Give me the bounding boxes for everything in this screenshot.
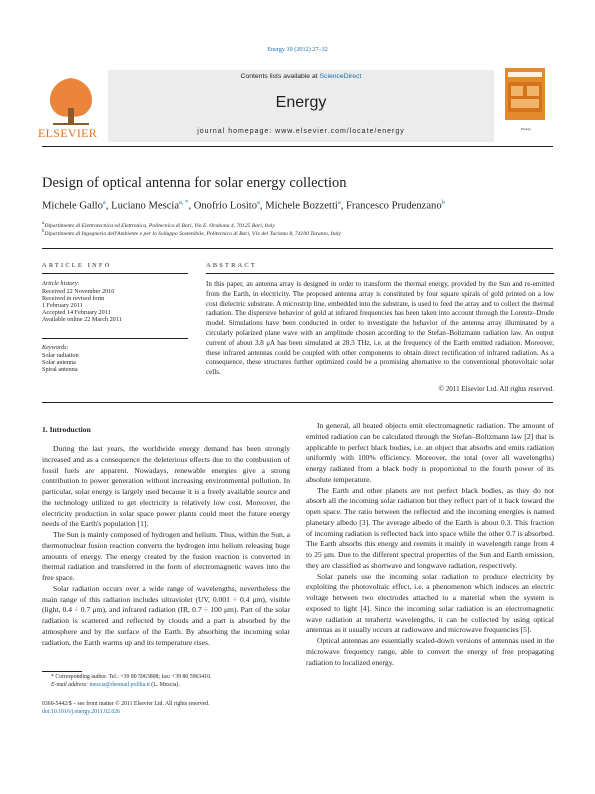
body-paragraph: Solar radiation occurs over a wide range of wavelengths, nevertheless the main range of this radiation includes ultraviolet (UV, 0.001 ÷ 0.4 μm), visible (light, 0.4 ÷ 0.7 μm), and infrared radiation (IR, 0.7 ÷ 100 μm). Part of the solar radiation is scattered and reflected by clouds and a part is absorbed by the atmosphere and by the surface of the Earth. By absorbing the incoming solar radiation, the Earth warms up and its temperature rises.: [42, 583, 290, 647]
divider: [42, 273, 188, 274]
body-paragraph: The Sun is mainly composed of hydrogen and helium. Thus, within the Sun, a thermonuclear fusion reaction converts the hydrogen into helium releasing huge amounts of energy. The energy created by the fusion reaction is converted in thermal radiation and transferred in the form of electromagnetic waves into the free space.: [42, 530, 290, 582]
divider: [42, 248, 553, 249]
author-affiliation-marker[interactable]: b: [441, 199, 445, 206]
author-separator: ,: [105, 200, 112, 212]
list-item: Available online 22 March 2011: [42, 316, 122, 324]
email-link[interactable]: mescia@deemail.poliba.it: [89, 682, 150, 688]
affiliation-a: [42, 221, 275, 229]
right-column: [306, 421, 554, 668]
body-paragraph: In general, all heated objects emit electromagnetic radiation. The amount of emitted radiation can be calculated through the Stefan–Boltzmann law [2] that is applicable to perfect black bodies, i.e. an object that absorbs and emits radiation uniformly with 100% efficiency. Moreover, the total (over all wavelengths) energy radiated from a black body is proportional to the fourth power of its absolute temperature.: [306, 421, 554, 484]
body-paragraph: During the last years, the worldwide energy demand has been strongly increased and as a consequence the deleterious effects due to the combustion of fossil fuels are apparent. Nowadays, renewable energies give a strong contribution to power generation without increasing environmental pollution. In particular, solar energy is largely used because it is a freely available source and the technology utilized to get electricity is relatively low cost. Moreover, the electricity production in solar space power plants could meet the future energy needs of the Earth's population [1].: [42, 444, 290, 529]
journal-cover-image: [505, 68, 545, 120]
footnote-rule: [42, 671, 82, 672]
copyright-notice: © 2011 Elsevier Ltd. All rights reserved.: [438, 385, 554, 393]
corresponding-author-note: * Corresponding author. Tel.: +39 80 5963808; fax: +39 80 5963410.: [51, 674, 212, 680]
author-name: Onofrio Losito: [193, 200, 257, 212]
keywords-label: Keywords:: [42, 344, 69, 351]
affiliation-text: Dipartimento di Ingegneria dell'Ambiente e per lo Sviluppo Sostenibile, Politecnico di Bari, V.le del Turismo 8, 74100 Taranto, Italy: [44, 230, 341, 237]
list-item: Accepted 14 February 2011: [42, 309, 111, 317]
affiliation-marker: a: [42, 221, 45, 226]
journal-citation[interactable]: Energy 39 (2012) 27–32: [267, 46, 328, 53]
contents-prefix: Contents lists available at: [240, 73, 320, 80]
journal-homepage[interactable]: journal homepage: www.elsevier.com/locate/energy: [197, 128, 405, 135]
author-affiliation-marker[interactable]: a: [257, 199, 260, 206]
paper-title: Design of optical antenna for solar energy collection: [42, 175, 347, 191]
author-affiliation-marker[interactable]: a: [337, 199, 341, 206]
divider: [42, 338, 188, 339]
list-item: Solar antenna: [42, 359, 76, 367]
author-name: Luciano Mescia: [111, 200, 180, 212]
contents-line: [108, 73, 494, 80]
list-item: 1 February 2011: [42, 302, 83, 310]
author-affiliation-marker[interactable]: a: [102, 199, 106, 206]
journal-title: Energy: [275, 94, 327, 111]
history-list: [42, 288, 122, 323]
body-paragraph: Optical antennas are essentially scaled-down versions of antennas used in the microwave frequency range, able to convert the energy of free propagating radiation to localized energy.: [306, 636, 554, 667]
divider: [206, 273, 554, 274]
issn-line: 0360-5442/$ – see front matter © 2011 Elsevier Ltd. All rights reserved.: [42, 701, 210, 707]
doi-link[interactable]: doi:10.1016/j.energy.2011.02.026: [42, 709, 121, 715]
body-paragraph: Solar panels use the incoming solar radiation to produce electricity by exploiting the photovoltaic effect, i.e. a phenomenon which induces an electric voltage between two electrodes attached to a material when the system is exposed to light [4]. Since the incoming solar radiation is an electromagnetic wave radiation at terahertz wavelengths, it can be collected by using optical antennas as it usually occurs at radiowave and microwave frequencies [5].: [306, 571, 554, 635]
sciencedirect-link[interactable]: ScienceDirect: [319, 73, 362, 80]
cover-label: Energy: [520, 127, 532, 131]
author-separator: ,: [188, 200, 194, 212]
article-info-heading: ARTICLE INFO: [42, 262, 112, 269]
author-name: Francesco Prudenzano: [346, 200, 442, 212]
author-list: [42, 199, 445, 212]
email-suffix: (L. Mescia).: [149, 682, 180, 688]
keyword-list: [42, 352, 79, 373]
list-item: Spiral antenna: [42, 366, 78, 374]
list-item: Solar radiation: [42, 352, 79, 359]
header-rule: [42, 146, 553, 147]
affiliation-b: [42, 229, 341, 237]
author-affiliation-marker[interactable]: a, *: [179, 199, 189, 206]
author-separator: ,: [340, 200, 347, 212]
history-label: Article history:: [42, 280, 80, 287]
abstract-text: In this paper, an antenna array is designed in order to transform the thermal energy, provided by the Sun and re-emitted from the Earth, in electricity. The proposed antenna array is constituted by four square spirals of gold printed on a low cost dielectric substrate. A microstrip line, embedded into the substrate, is used to feed the array and to collect the thermal radiation. The dispersive behavior of gold at infrared frequencies has been taken into account through the Lorentz–Drude model. Simulations have been conducted in order to investigate the behavior of the antenna array illuminated by a circularly polarized plane wave with an amplitude chosen according to the Stefan–Boltzmann radiation law. An output current of about 3.8 μA has been simulated at 28.3 THz, i.e. at the frequency of the Earth emitted radiation. Moreover, these infrared antennas could be coupled with other components to obtain direct rectification of infrared radiation. As a consequence, these structures further optimized could be a promising alternative to the conventional photovoltaic solar cells.: [206, 280, 554, 377]
email-label: E-mail address:: [51, 682, 90, 688]
list-item: Received 22 November 2010: [42, 288, 115, 295]
affiliation-text: Dipartimento di Elettrotecnica ed Elettronica, Politecnico di Bari, Via E. Orabona 4, 70125 Bari, Italy: [44, 222, 275, 229]
affiliation-marker: b: [42, 229, 45, 234]
abstract-heading: ABSTRACT: [206, 262, 257, 269]
author-separator: ,: [259, 200, 266, 212]
left-column: [42, 444, 290, 648]
section-heading: 1. Introduction: [42, 425, 91, 434]
body-paragraph: The Earth and other planets are not perfect black bodies, as they do not absorb all the incoming solar radiation but they reflect part of it back toward the open space. The ratio between the reflected and the incoming energies is named planetary albedo [3]. The average albedo of the Earth is about 0.3. This fraction of incoming radiation is reflected back into space while the other 0.7 is absorbed. The Earth absorbs this energy and reemits it mainly in wavelength range from 4 to 25 μm. Due to the different spectral properties of the Sun and Earth emission, they are classified as shortwave and longwave radiation, respectively.: [306, 485, 554, 570]
publisher-name: ELSEVIER: [38, 126, 98, 140]
divider: [42, 402, 553, 403]
author-name: Michele Bozzetti: [265, 200, 338, 212]
author-name: Michele Gallo: [42, 200, 103, 212]
email-note: [51, 682, 180, 688]
list-item: Received in revised form: [42, 295, 105, 303]
